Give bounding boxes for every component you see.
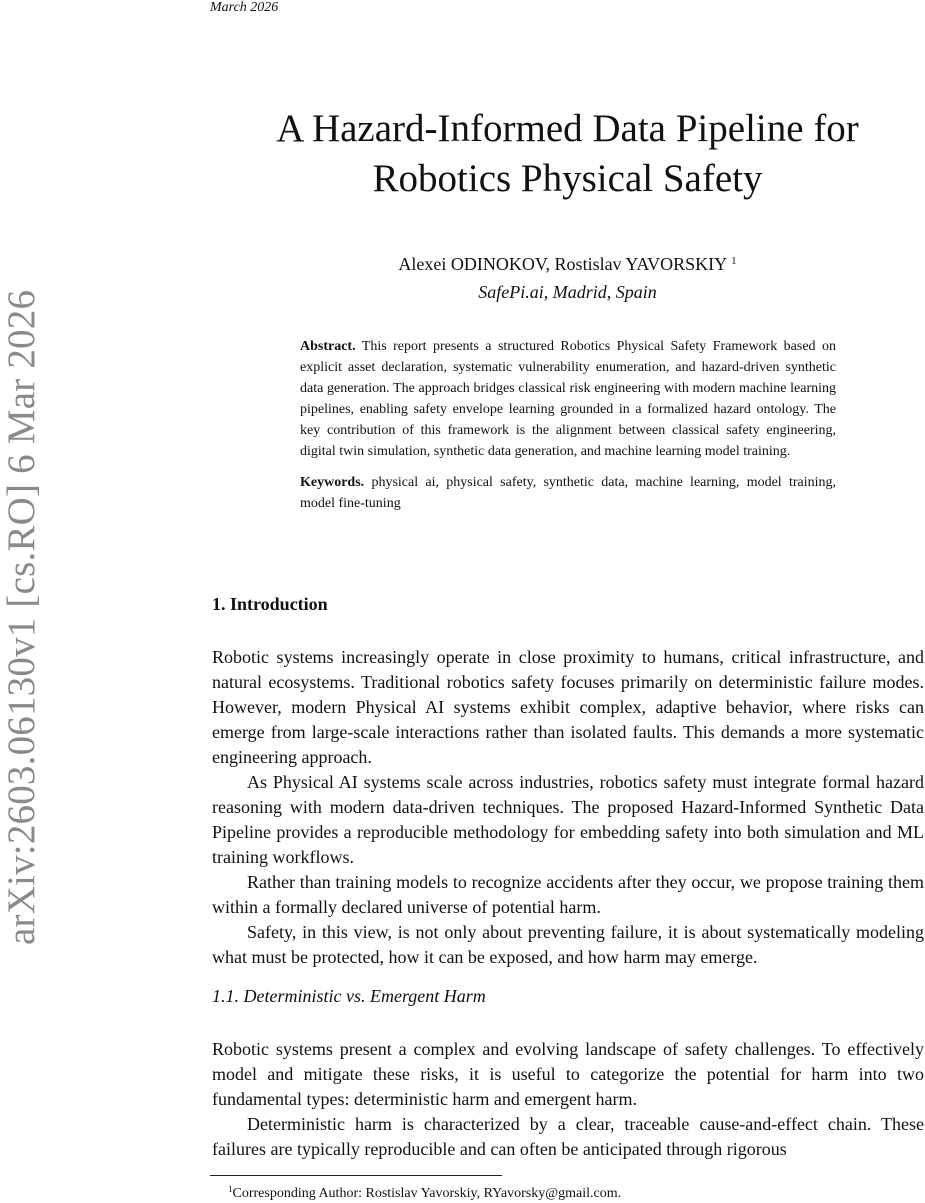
abstract-text: This report presents a structured Robotics Physical Safety Framework based on explicit asset declaration, systematic vulnerability enumeration, and hazard-driven synthetic data generation. The approach bridges classical risk engineering with modern machine learning pipelines, enabling safety envelope learning grounded in a formalized hazard ontology. The key contribution of this framework is the alignment between classical safety engineering, digital twin simulation, synthetic data generation, and machine learning model training. xyxy=(300,339,836,459)
abstract-block xyxy=(300,336,836,514)
keywords-label: Keywords. xyxy=(300,475,365,490)
body-paragraph: Robotic systems increasingly operate in close proximity to humans, critical infrastructure, and natural ecosystems. Traditional robotics safety focuses primarily on deterministic failure modes. However, modern Physical AI systems exhibit complex, adaptive behavior, where risks can emerge from large-scale interactions rather than isolated faults. This demands a more systematic engineering approach. xyxy=(212,647,924,767)
subsection-body xyxy=(212,1037,924,1162)
footnote-text: Corresponding Author: Rostislav Yavorskiy, RYavorsky@gmail.com. xyxy=(232,1186,622,1201)
keywords-text: physical ai, physical safety, synthetic data, machine learning, model training, model fine-tuning xyxy=(300,475,837,511)
footnote-mark: 1 xyxy=(228,1184,233,1194)
section-heading-introduction: 1. Introduction xyxy=(212,594,328,614)
keywords-paragraph xyxy=(300,472,836,514)
paper-title xyxy=(210,104,925,204)
footnote-divider xyxy=(210,1175,502,1176)
body-paragraph: As Physical AI systems scale across industries, robotics safety must integrate formal hazard reasoning with modern data-driven techniques. The proposed Hazard-Informed Synthetic Data Pipeline provides a reproducible methodology for embedding safety into both simulation and ML training workflows. xyxy=(212,772,924,867)
title-line-2: Robotics Physical Safety xyxy=(372,157,763,200)
abstract-label: Abstract. xyxy=(300,339,356,354)
author-list xyxy=(210,249,925,276)
running-header-date: March 2026 xyxy=(210,0,279,15)
subsection-heading-deterministic-vs-emergent: 1.1. Deterministic vs. Emergent Harm xyxy=(212,986,486,1006)
body-paragraph: Robotic systems present a complex and evolving landscape of safety challenges. To effectively model and mitigate these risks, it is useful to categorize the potential for harm into two fundamental types: deterministic harm and emergent harm. xyxy=(212,1039,924,1109)
arxiv-identifier-stamp: arXiv:2603.06130v1 [cs.RO] 6 Mar 2026 xyxy=(0,289,43,945)
body-paragraph: Safety, in this view, is not only about preventing failure, it is about systematically modeling what must be protected, how it can be exposed, and how harm may emerge. xyxy=(212,922,924,967)
section-introduction-body xyxy=(212,645,924,970)
author-footnote-mark: 1 xyxy=(731,255,737,267)
body-paragraph: Deterministic harm is characterized by a clear, traceable cause-and-effect chain. These failures are typically reproducible and can often be anticipated through rigorous xyxy=(212,1114,924,1159)
body-paragraph: Rather than training models to recognize accidents after they occur, we propose training them within a formally declared universe of potential harm. xyxy=(212,872,924,917)
author-names: Alexei ODINOKOV, Rostislav YAVORSKIY xyxy=(398,254,728,274)
abstract-paragraph xyxy=(300,336,836,462)
author-affiliation: SafePi.ai, Madrid, Spain xyxy=(478,282,657,302)
title-line-1: A Hazard-Informed Data Pipeline for xyxy=(276,107,859,150)
